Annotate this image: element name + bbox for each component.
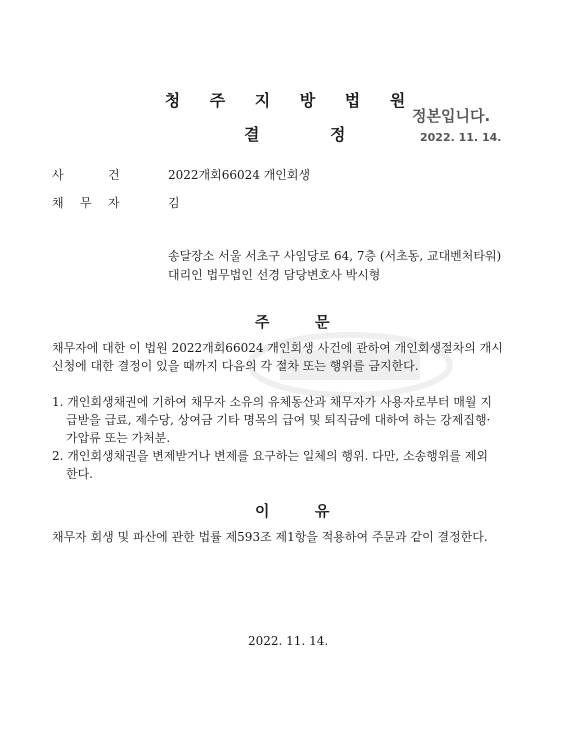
order-heading-left: 주 (255, 313, 270, 331)
reason-heading-left: 이 (255, 502, 270, 520)
order-item-1-line-2: 급받을 급료, 제수당, 상여금 기타 명목의 급여 및 퇴직금에 대하여 하는 강제집행· (66, 413, 491, 427)
reason-heading-right: 유 (315, 502, 330, 520)
certified-copy-stamp: 정본입니다. (412, 107, 491, 125)
stamp-date: 2022. 11. 14. (420, 131, 502, 144)
order-heading-right: 문 (315, 313, 330, 331)
case-number: 2022개회66024 개인회생 (168, 168, 311, 182)
decision-title-left: 결 (244, 125, 260, 144)
attorney-info: 대리인 법무법인 선경 담당변호사 박시형 (168, 268, 381, 282)
order-text-line-2: 신청에 대한 결정이 있을 때까지 다음의 각 절차 또는 행위를 금지한다. (52, 359, 419, 373)
decision-date: 2022. 11. 14. (248, 634, 329, 648)
case-label-char-1: 사 (52, 168, 64, 182)
order-item-1-line-3: 가압류 또는 가처분. (66, 431, 171, 445)
service-address: 송달장소 서울 서초구 사임당로 64, 7층 (서초동, 교대벤처타워) (168, 249, 502, 263)
debtor-label-char-3: 자 (108, 196, 120, 210)
reason-text: 채무자 회생 및 파산에 관한 법률 제593조 제1항을 적용하여 주문과 같이 결정한다. (52, 530, 488, 544)
order-item-2-line-2: 한다. (66, 467, 93, 481)
debtor-label-char-1: 채 (52, 196, 64, 210)
order-item-2-line-1: 2. 개인회생채권을 변제받거나 변제를 요구하는 일체의 행위. 다만, 소송행위를 제외 (52, 449, 488, 463)
decision-title-right: 정 (330, 125, 346, 144)
case-label-char-2: 건 (108, 168, 120, 182)
order-text-line-1: 채무자에 대한 이 법원 2022개회66024 개인회생 사건에 관하여 개인회생절차의 개시 (52, 341, 503, 355)
debtor-label-char-2: 무 (80, 196, 92, 210)
order-item-1-line-1: 1. 개인회생채권에 기하여 채무자 소유의 유체동산과 채무자가 사용자로부터 매월 지 (52, 395, 492, 409)
court-name: 청 주 지 방 법 원 (164, 91, 418, 110)
debtor-name: 김 (168, 196, 180, 210)
